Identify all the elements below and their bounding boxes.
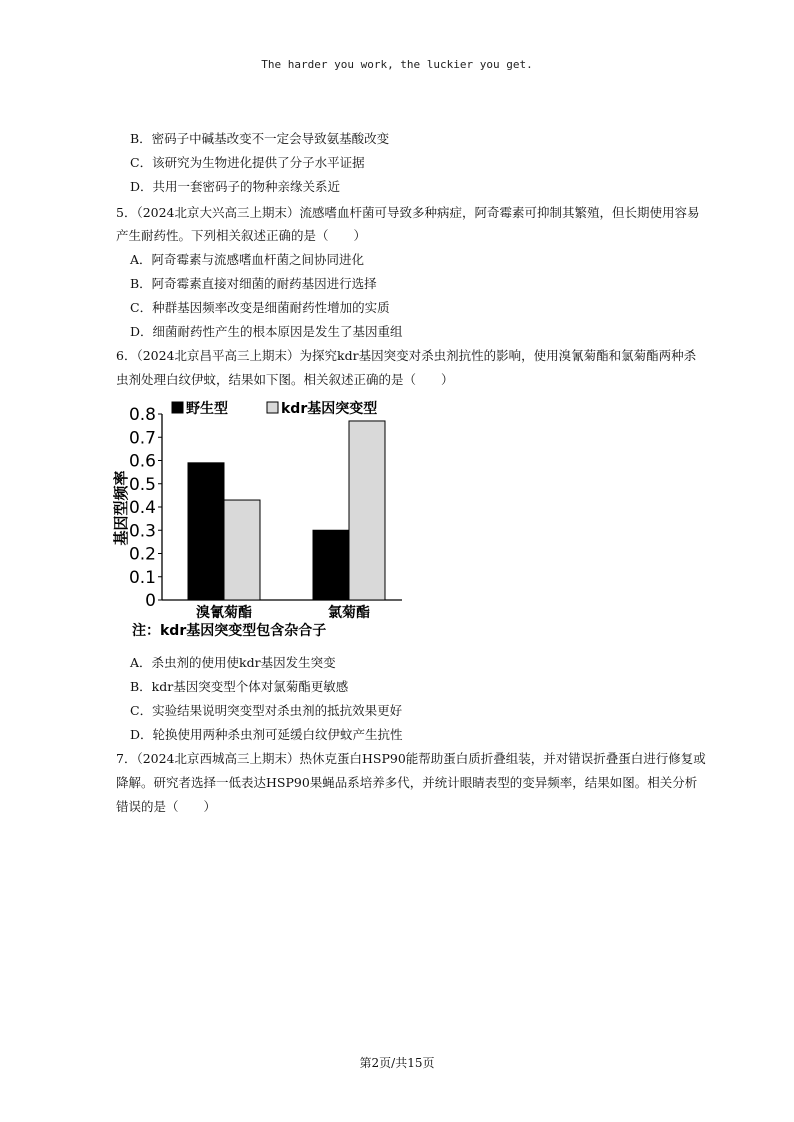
q6-stem-line1: 6．（2024北京昌平高三上期末）为探究kdr基因突变对杀虫剂抗性的影响，使用溴氰菊酯和氯菊酯两种杀	[116, 348, 697, 363]
x-category-label: 溴氰菊酯	[196, 605, 252, 621]
q7-stem-line3: 错误的是（ ）	[116, 799, 217, 814]
bar-1-0	[313, 530, 349, 600]
y-tick-label: 0	[145, 591, 156, 611]
q6-stem-line2: 虫剂处理白纹伊蚊，结果如下图。相关叙述正确的是（ ）	[116, 372, 454, 387]
q6-option-d: D．轮换使用两种杀虫剂可延缓白纹伊蚊产生抗性	[130, 727, 403, 742]
bar-0-1	[224, 500, 260, 600]
q5-stem-line2: 产生耐药性。下列相关叙述正确的是（ ）	[116, 228, 367, 243]
q5-option-b: B．阿奇霉素直接对细菌的耐药基因进行选择	[130, 276, 377, 291]
q6-option-a: A．杀虫剂的使用使kdr基因发生突变	[130, 655, 336, 670]
y-tick-label: 0.3	[128, 521, 156, 542]
q5-option-c: C．种群基因频率改变是细菌耐药性增加的实质	[130, 300, 390, 315]
q6-option-c: C．实验结果说明突变型对杀虫剂的抵抗效果更好	[130, 703, 403, 718]
bar-1-1	[349, 421, 385, 600]
page-footer: 第2页/共15页	[359, 1056, 435, 1070]
y-tick-label: 0.4	[128, 498, 156, 518]
chart-note: 注：kdr基因突变型包含杂合子	[132, 623, 327, 639]
legend-label: kdr基因突变型	[281, 401, 378, 417]
header-motto: The harder you work, the luckier you get.	[261, 58, 533, 71]
y-axis-label: 基因型频率	[112, 470, 130, 546]
q5-stem-line1: 5．（2024北京大兴高三上期末）流感嗜血杆菌可导致多种病症，阿奇霉素可抑制其繁殖，但长期使用容易	[116, 205, 700, 220]
q4-option-b: B．密码子中碱基改变不一定会导致氨基酸改变	[130, 131, 390, 146]
genotype-frequency-chart	[112, 398, 412, 647]
chart-svg	[112, 398, 412, 643]
q6-option-b: B．kdr基因突变型个体对氯菊酯更敏感	[130, 679, 349, 694]
y-tick-label: 0.1	[128, 567, 156, 588]
y-tick-label: 0.6	[128, 451, 156, 472]
x-category-label: 氯菊酯	[328, 605, 370, 621]
q7-stem-line1: 7．（2024北京西城高三上期末）热休克蛋白HSP90能帮助蛋白质折叠组装，并对错误折叠蛋白进行修复或	[116, 751, 706, 766]
y-tick-label: 0.7	[128, 428, 156, 449]
bar-0-0	[188, 463, 224, 600]
y-tick-label: 0.5	[128, 474, 156, 495]
legend-swatch	[172, 402, 183, 413]
q7-stem-line2: 降解。研究者选择一低表达HSP90果蝇品系培养多代，并统计眼睛表型的变异频率，结果如图。相关分析	[116, 775, 698, 790]
q4-option-d: D．共用一套密码子的物种亲缘关系近	[130, 179, 341, 194]
y-tick-label: 0.8	[128, 405, 156, 425]
q4-option-c: C．该研究为生物进化提供了分子水平证据	[130, 155, 365, 170]
legend-swatch	[267, 402, 278, 413]
q5-option-d: D．细菌耐药性产生的根本原因是发生了基因重组	[130, 324, 403, 339]
y-tick-label: 0.2	[128, 544, 156, 565]
q5-option-a: A．阿奇霉素与流感嗜血杆菌之间协同进化	[130, 252, 365, 267]
legend-label: 野生型	[186, 401, 228, 417]
